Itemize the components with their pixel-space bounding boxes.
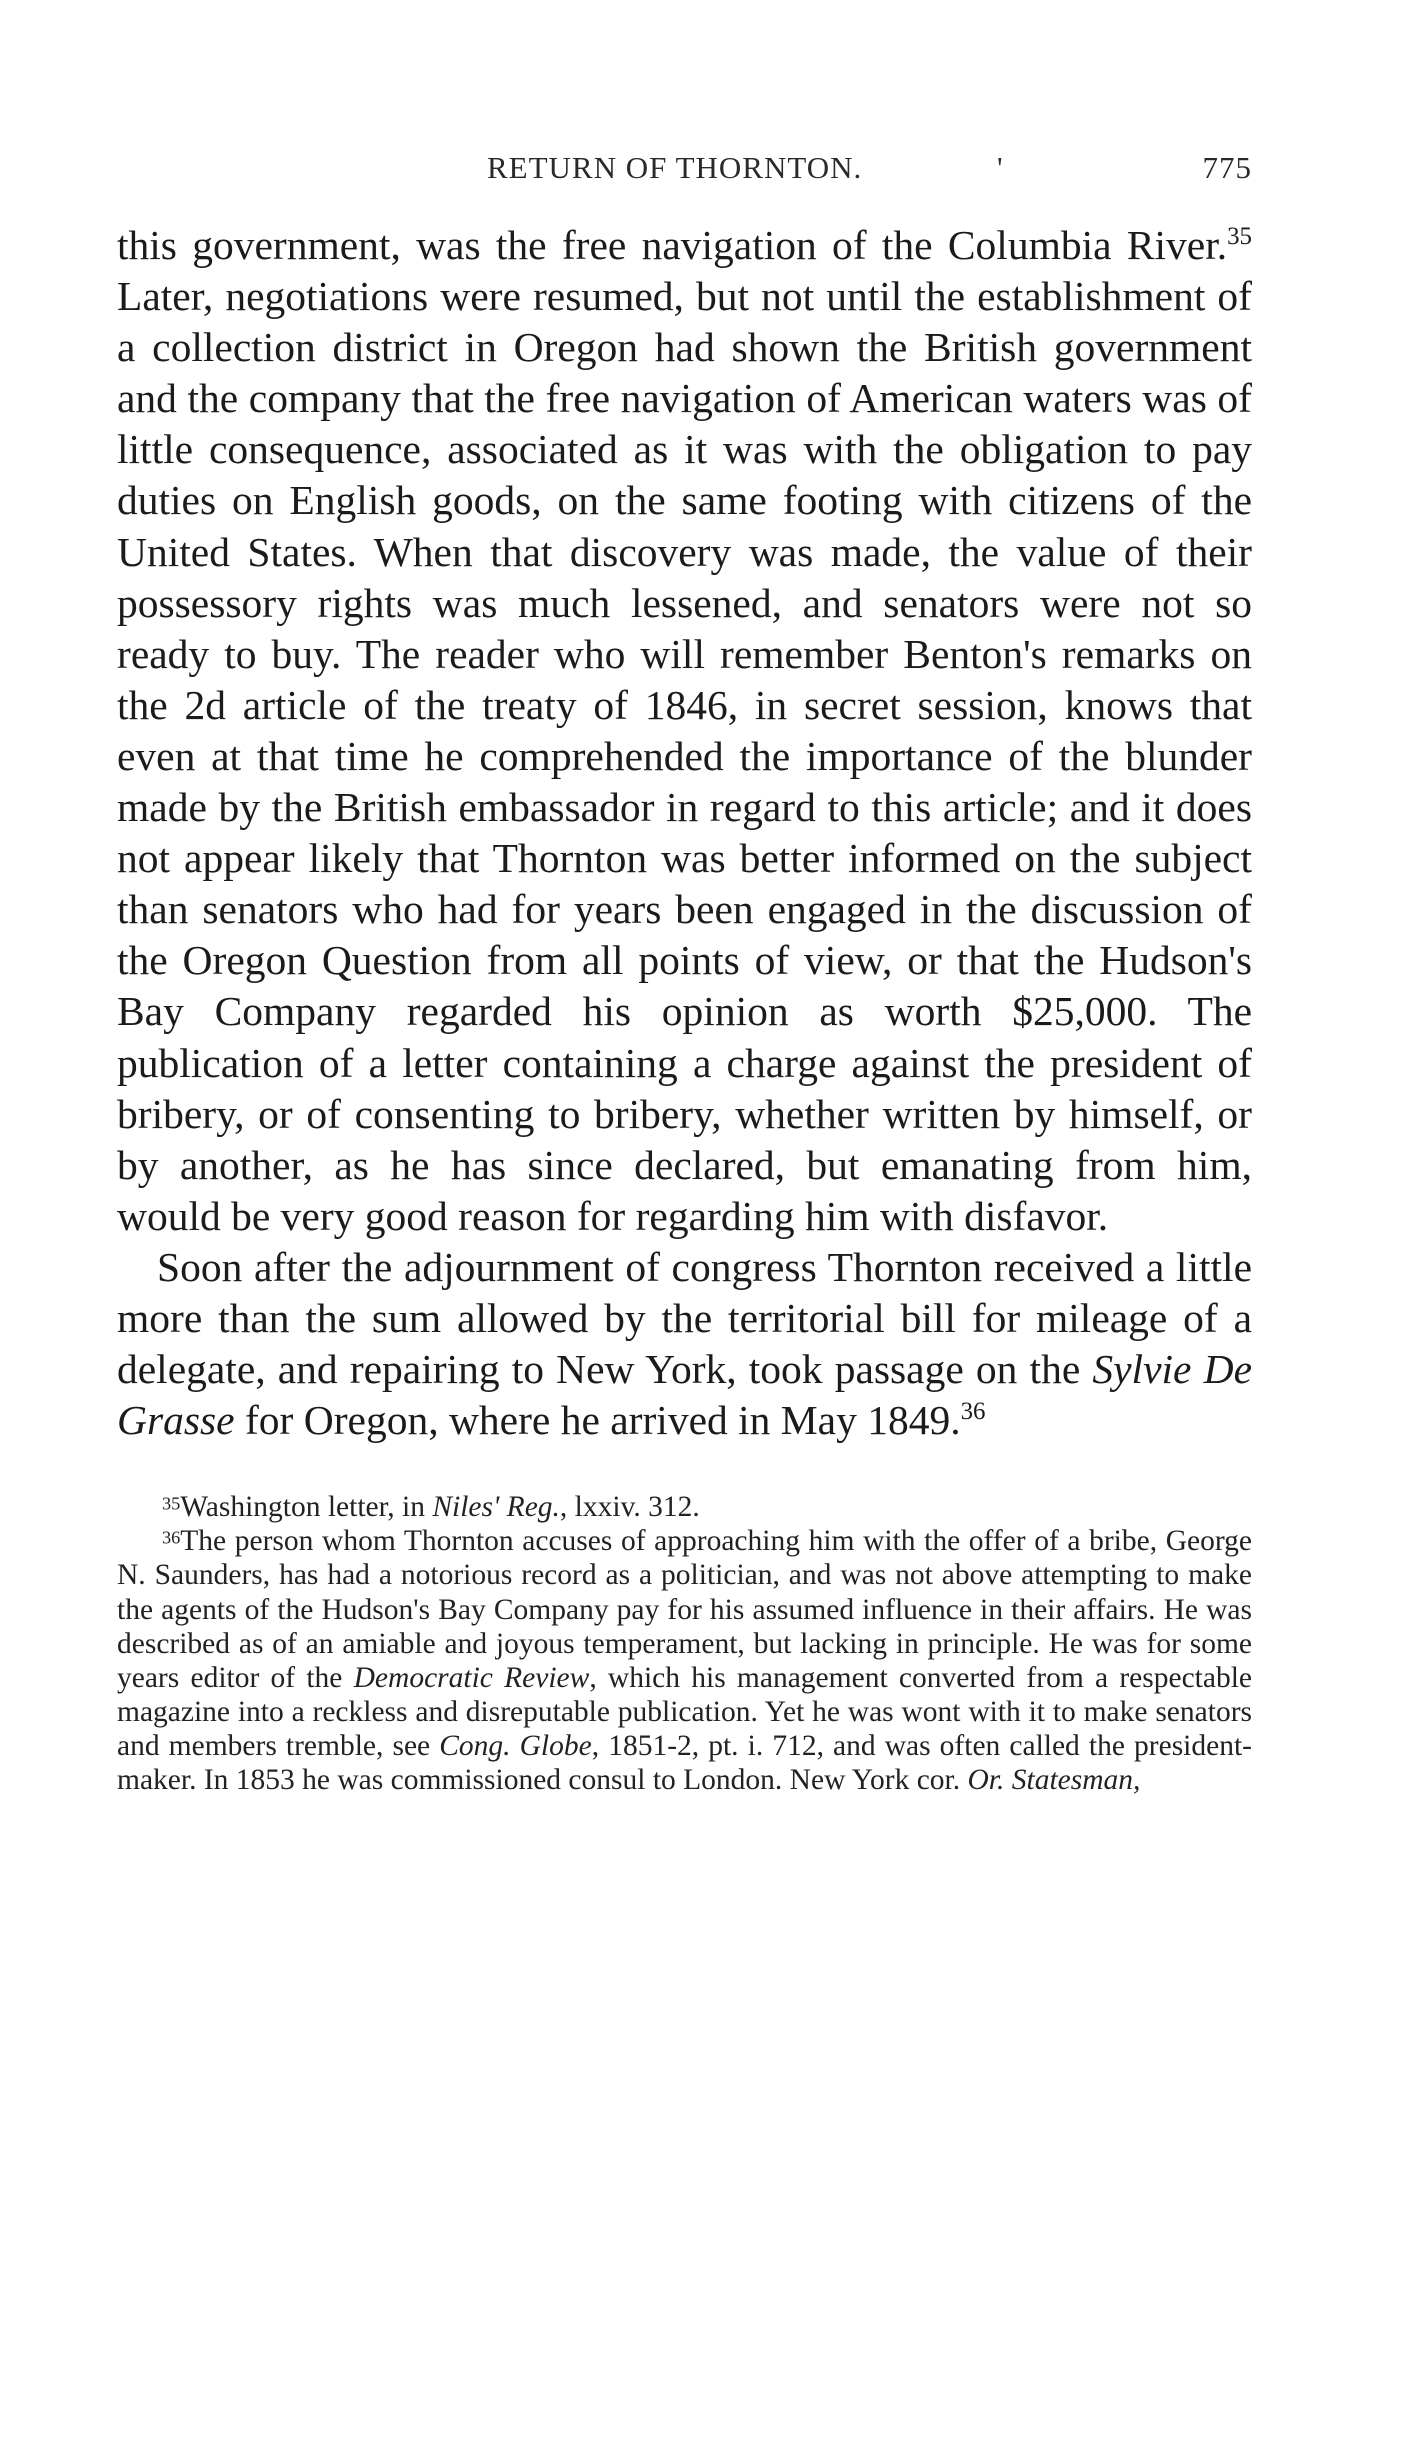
paragraph-2-text-b: for Oregon, where he arrived in May 1849. [234,1397,961,1444]
running-head-stray-mark: ' [997,150,1004,185]
paragraph-2 [117,1242,1252,1446]
running-head-title: RETURN OF THORNTON. [487,150,863,185]
footnote-36 [117,1524,1252,1797]
paragraph-2-text-a: Soon after the adjournment of congress Thornton received a little more than the sum allowed by the territorial bill for mileage of a delegate, and repairing to New York, took passage on the [117,1243,1252,1393]
footnote-36-number: 36 [162,1527,181,1548]
paragraph-1-text-b: Later, negotiations were resumed, but not until the establishment of a collection district in Oregon had shown the British government and the company that the free navigation of American waters was of little consequence, associated as it was with the obligation to pay duties on English goods, on the same footing with citizens of the United States. When that discovery was made, the value of their possessory rights was much lessened, and senators were not so ready to buy. The reader who will remember Benton's remarks on the 2d article of the treaty of 1846, in secret session, knows that even at that time he comprehended the importance of the blunder made by the British embassador in regard to this article; and it does not appear likely that Thornton was better informed on the subject than senators who had for years been engaged in the discussion of the Oregon Question from all points of view, or that the Hudson's Bay Company regarded his opinion as worth $25,000. The publication of a letter containing a charge against the president of bribery, or of consenting to bribery, whether written by himself, or by another, as he has since declared, but emanating from him, would be very good reason for regarding him with disfavor. [117,273,1252,1239]
footnote-36-globe: Cong. Globe [439,1729,592,1762]
page-number: 775 [1202,150,1252,185]
ship-name: Sylvie De Grasse [117,1346,1252,1444]
body-text [117,220,1252,1446]
footnote-36-statesman: Or. Statesman, [967,1764,1141,1796]
footnote-35-number: 35 [162,1493,181,1514]
footnote-36-text-c: , 1851-2, pt. i. 712, and was often called the president-maker. In 1853 he was commissioned consul to London. New York cor. [117,1729,1252,1796]
footnote-35 [117,1490,1252,1524]
paragraph-1-text-a: this government, was the free navigation of the Columbia River. [117,222,1228,268]
footnote-35-source: Niles' Reg. [432,1491,560,1524]
footnote-36-review: Democratic Review [353,1661,590,1694]
footnote-36-text-b: , which his management converted from a respectable magazine into a reckless and disreputable publication. Yet he was wont with it to make senators and members tremble, see [117,1661,1252,1762]
book-page [117,150,1252,1797]
footnotes [117,1490,1252,1797]
running-head [117,150,1252,198]
footnote-reference-36: 36 [960,1398,986,1426]
footnote-35-text-b: , lxxiv. 312. [559,1491,700,1524]
footnote-reference-35: 35 [1227,223,1252,251]
paragraph-1 [117,220,1252,1242]
footnote-35-text-a: Washington letter, in [180,1491,433,1524]
footnote-36-text-a: The person whom Thornton accuses of approaching him with the offer of a bribe, George N. Saunders, has had a notorious record as a politician, and was not above attempting to make the agents of the Hudson's Bay Company pay for his assumed influence in their affairs. He was described as of an amiable and joyous temperament, but lacking in principle. He was for some years editor of the [117,1525,1252,1694]
